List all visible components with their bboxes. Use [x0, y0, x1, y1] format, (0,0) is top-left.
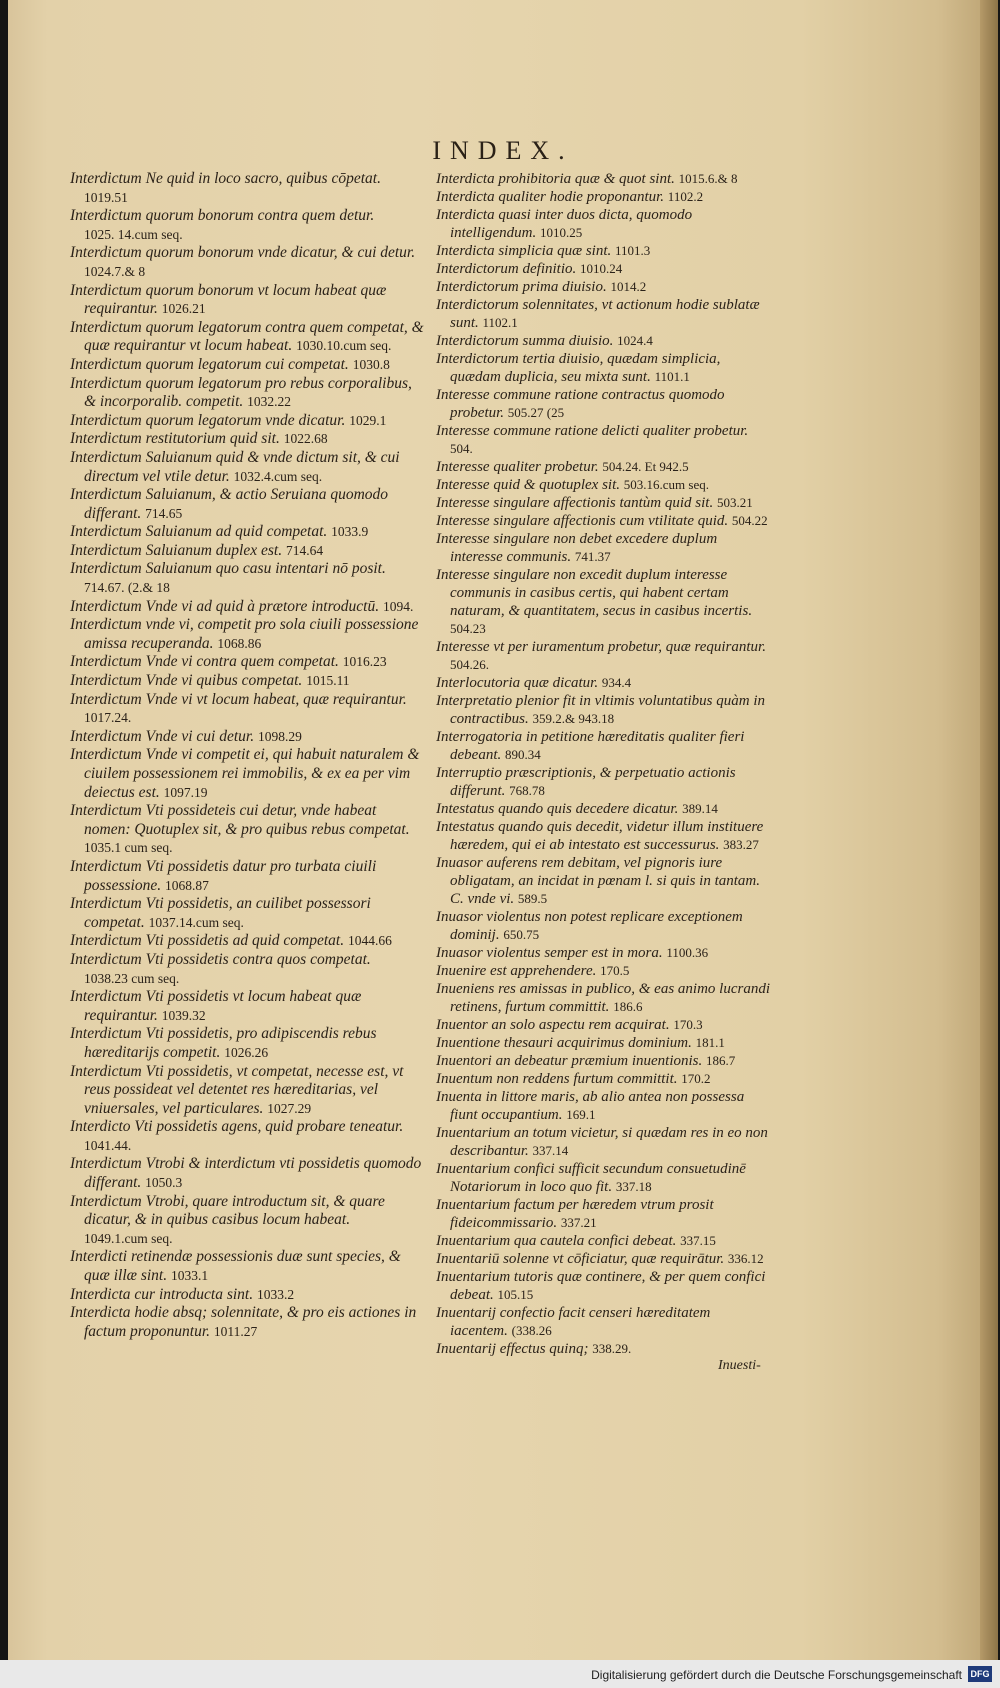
index-entry: [436, 1250, 772, 1268]
index-entry: [70, 244, 426, 281]
entry-text: Inuentarium factum per hæredem vtrum prosit fideicommissario.: [436, 1197, 714, 1231]
index-entry: [436, 1196, 772, 1232]
entry-text: Interdictum vnde vi, competit pro sola ciuili possessione amissa recuperanda.: [70, 616, 419, 652]
entry-reference: 105.15: [497, 1287, 534, 1302]
index-entry: [436, 278, 772, 296]
entry-reference: 170.5: [600, 963, 630, 978]
index-entry: [436, 1340, 772, 1358]
entry-text: Interdicto Vti possidetis agens, quid probare teneatur.: [70, 1118, 404, 1136]
index-entry: [436, 1160, 772, 1196]
entry-text: Interdicta simplicia quæ sint.: [436, 243, 612, 259]
entry-reference: 503.16.cum seq.: [623, 477, 709, 492]
entry-text: Interdictum Vtrobi, quare introductum sit, & quare dicatur, & in quibus casibus locum habeat.: [70, 1192, 385, 1229]
entry-text: Intestatus quando quis decedere dicatur.: [436, 801, 679, 817]
index-entry: [436, 296, 772, 332]
entry-reference: 1049.1.cum seq.: [84, 1230, 173, 1246]
index-entry: [436, 422, 772, 458]
entry-reference: 170.2: [681, 1071, 711, 1086]
entry-text: Interdictum Vti possidetis contra quos competat.: [70, 950, 371, 968]
index-entry: [436, 170, 772, 188]
entry-reference: 1022.68: [283, 431, 328, 447]
entry-text: Interdictum quorum bonorum vnde dicatur, & cui detur.: [70, 244, 416, 262]
index-entry: [70, 1118, 426, 1155]
entry-text: Interesse commune ratione contractus quomodo probetur.: [436, 387, 725, 421]
index-entry: [436, 260, 772, 278]
entry-text: Interdicta qualiter hodie proponantur.: [436, 189, 665, 205]
entry-reference: 336.12: [727, 1251, 764, 1266]
index-entry: [70, 282, 426, 319]
entry-reference: 1102.1: [482, 315, 518, 330]
index-entry: [70, 412, 426, 431]
entry-reference: 1010.25: [540, 225, 583, 240]
entry-text: Interdictum Vtrobi & interdictum vti possidetis quomodo differant.: [70, 1155, 422, 1192]
index-entry: [436, 1016, 772, 1034]
entry-reference: 359.2.& 943.18: [532, 711, 615, 726]
catchword: Inuesti-: [718, 1358, 761, 1373]
entry-reference: 338.29.: [592, 1341, 632, 1356]
entry-reference: 1050.3: [145, 1175, 183, 1191]
entry-reference: 503.21: [716, 495, 753, 510]
entry-text: Inuentarium tutoris quæ continere, & per quem confici debeat.: [436, 1269, 766, 1303]
footer-credit: Digitalisierung gefördert durch die Deutsche Forschungsgemeinschaft: [591, 1668, 962, 1682]
entry-reference: 589.5: [517, 891, 548, 906]
entry-reference: 890.34: [504, 747, 541, 762]
index-entry: [70, 1304, 426, 1341]
index-entry: [436, 332, 772, 350]
index-entry: [436, 818, 772, 854]
entry-text: Intestatus quando quis decedit, videtur illum instituere hæredem, qui ei ab intestato est successurus.: [436, 819, 764, 853]
entry-text: Inuentarium qua cautela confici debeat.: [436, 1233, 677, 1249]
index-entry: [70, 430, 426, 449]
index-entry: [436, 1052, 772, 1070]
entry-reference: 504.22: [731, 513, 768, 528]
entry-text: Interdictum Saluianum ad quid competat.: [70, 523, 328, 541]
entry-text: Interlocutoria quæ dicatur.: [436, 675, 599, 691]
index-entry: [436, 386, 772, 422]
entry-text: Interdictum Saluianum quid & vnde dictum sit, & cui directum vel vtile detur.: [70, 448, 400, 485]
entry-text: Interdictorum definitio.: [436, 261, 577, 277]
entry-reference: 1029.1: [349, 412, 387, 428]
entry-text: Interdicti retinendæ possessionis duæ sunt species, & quæ illæ sint.: [70, 1248, 401, 1285]
index-entry: [70, 1025, 426, 1062]
entry-reference: 1041.44.: [84, 1137, 132, 1153]
entry-reference: 337.21: [560, 1215, 597, 1230]
entry-reference: 1016.23: [342, 654, 387, 670]
index-entry: [70, 486, 426, 523]
index-entry: [70, 932, 426, 951]
entry-reference: 504.24. Et 942.5: [602, 459, 689, 474]
entry-reference: 1030.8: [352, 356, 390, 372]
entry-reference: 1033.9: [331, 524, 369, 540]
index-entry: [70, 560, 426, 597]
page-header: INDEX.: [432, 136, 574, 165]
entry-reference: 1024.4: [617, 333, 653, 348]
entry-text: Inuentariū solenne vt cōficiatur, quæ requirātur.: [436, 1251, 725, 1267]
entry-text: Inuasor auferens rem debitam, vel pignoris iure obligatam, an incidat in pœnam l. si quis in tantam. C. vnde vi.: [436, 855, 761, 907]
entry-text: Inuentione thesauri acquirimus dominium.: [436, 1035, 692, 1051]
index-entry: [436, 1304, 772, 1340]
index-entry: [436, 1268, 772, 1304]
entry-reference: (338.26: [511, 1323, 552, 1338]
footer-bar: [0, 1660, 1000, 1688]
entry-text: Interesse singulare non excedit duplum interesse communis in casibus certis, qui habent certam naturam, & quantitatem, secus in casibus incertis.: [436, 567, 753, 619]
entry-text: Interdictum Vti possidetis, vt competat, necesse est, vt reus possideat vel detentet res hæreditarias, vel vniuersales, vel particulares.: [70, 1062, 404, 1117]
entry-text: Interdictum quorum legatorum contra quem competat, & quæ requirantur vt locum habeat.: [70, 318, 424, 355]
entry-text: Interdictum quorum bonorum contra quem detur.: [70, 207, 375, 225]
index-entry: [70, 951, 426, 988]
entry-reference: 714.64: [285, 542, 324, 558]
entry-text: Inuasor violentus non potest replicare exceptionem dominij.: [436, 909, 743, 943]
entry-reference: 1068.87: [164, 877, 209, 893]
entry-reference: 1014.2: [610, 279, 647, 294]
entry-text: Interesse singulare affectionis cum vtilitate quid.: [436, 513, 729, 529]
index-entry: [436, 908, 772, 944]
index-entry: [70, 653, 426, 672]
entry-text: Interdictum quorum legatorum pro rebus corporalibus, & incorporalib. competit.: [70, 374, 412, 411]
entry-text: Interdictum Vnde vi vt locum habeat, quæ requirantur.: [70, 690, 407, 708]
index-entry: [436, 980, 772, 1016]
entry-reference: 1039.32: [161, 1007, 206, 1023]
entry-reference: 1033.1: [171, 1268, 209, 1284]
entry-reference: 1015.6.& 8: [678, 171, 738, 186]
entry-reference: 1032.22: [247, 394, 292, 410]
entry-text: Interdictum Saluianum, & actio Seruiana quomodo differant.: [70, 486, 389, 522]
entry-text: Interdictum Saluianum quo casu intentari nō posit.: [70, 560, 386, 578]
index-entry: [436, 458, 772, 476]
entry-reference: 1100.36: [666, 945, 709, 960]
entry-reference: 1032.4.cum seq.: [233, 468, 323, 484]
entry-text: Interdicta prohibitoria quæ & quot sint.: [436, 171, 675, 187]
entry-reference: 337.14: [532, 1143, 569, 1158]
entry-text: Interdictum Vnde vi contra quem competat.: [70, 653, 339, 671]
index-entry: [70, 375, 426, 412]
entry-text: Interesse singulare affectionis tantùm quid sit.: [436, 495, 714, 511]
entry-text: Interdictorum solennitates, vt actionum hodie sublatæ sunt.: [436, 297, 760, 331]
index-entry: [70, 449, 426, 486]
entry-text: Inuentor an solo aspectu rem acquirat.: [436, 1017, 670, 1033]
entry-text: Inuentarium confici sufficit secundum consuetudinē Notariorum in loco quo fit.: [436, 1161, 746, 1195]
entry-reference: 1097.19: [163, 784, 208, 800]
entry-reference: 504.23: [450, 621, 486, 636]
index-entry: [70, 170, 426, 207]
index-entry: [436, 530, 772, 566]
index-entry: [70, 691, 426, 728]
entry-reference: 1037.14.cum seq.: [148, 914, 244, 930]
entry-text: Inuentori an debeatur præmium inuentionis.: [436, 1053, 703, 1069]
entry-reference: 1010.24: [580, 261, 623, 276]
entry-reference: 186.6: [613, 999, 643, 1014]
entry-text: Interdictum quorum bonorum vt locum habeat quæ requirantur.: [70, 281, 387, 318]
index-entry: [70, 746, 426, 802]
index-entry: [70, 895, 426, 932]
index-entry: [436, 1070, 772, 1088]
entry-reference: 1030.10.cum seq.: [296, 338, 392, 354]
entry-text: Interdictorum summa diuisio.: [436, 333, 614, 349]
entry-reference: 1102.2: [667, 189, 704, 204]
index-entry: [70, 1063, 426, 1119]
entry-text: Interdictum Vti possidetis ad quid competat.: [70, 932, 345, 950]
entry-text: Interdictum Vti possidetis, an cuilibet possessori competat.: [70, 895, 371, 931]
index-entry: [436, 206, 772, 242]
index-entry: [70, 728, 426, 747]
entry-reference: 1026.21: [161, 301, 206, 317]
entry-text: Interdictum Saluianum duplex est.: [70, 541, 283, 559]
entry-reference: 1025. 14.cum seq.: [84, 226, 183, 242]
entry-text: Interdictum restitutorium quid sit.: [70, 430, 280, 448]
entry-text: Interdictum Vti possidetis, pro adipiscendis rebus hæreditarijs competit.: [70, 1025, 377, 1061]
entry-text: Interesse commune ratione delicti qualiter probetur.: [436, 423, 749, 439]
entry-text: Interdictum Vti possidetis datur pro turbata ciuili possessione.: [70, 857, 377, 894]
entry-text: Interdicta quasi inter duos dicta, quomodo intelligendum.: [436, 207, 693, 241]
entry-reference: 1044.66: [347, 933, 392, 949]
entry-text: Interdictum Vnde vi cui detur.: [70, 727, 255, 745]
entry-text: Interdictum Vti possideteis cui detur, vnde habeat nomen: Quotuplex sit, & pro quibus rebus competat.: [70, 802, 410, 838]
entry-text: Interesse singulare non debet excedere duplum interesse communis.: [436, 531, 718, 565]
index-entry: [436, 1034, 772, 1052]
entry-text: Interdictum quorum legatorum vnde dicatur.: [70, 411, 346, 429]
entry-text: Inuentarij confectio facit censeri hæreditatem iacentem.: [436, 1305, 711, 1339]
entry-text: Inuasor violentus semper est in mora.: [436, 945, 663, 961]
index-entry: [436, 476, 772, 494]
index-entry: [436, 674, 772, 692]
entry-reference: 1098.29: [257, 728, 302, 744]
index-entry: [70, 319, 426, 356]
index-entry: [70, 207, 426, 244]
entry-text: Interdicta hodie absq; solennitate, & pro eis actiones in factum proponuntur.: [70, 1304, 417, 1340]
entry-text: Interdictum Vnde vi ad quid à prætore introductū.: [70, 597, 380, 615]
entry-reference: 504.26.: [450, 657, 489, 672]
entry-text: Interdictum Vnde vi competit ei, qui habuit naturalem & ciuilem possessionem rei immobilis, & ex ea per vim deiectus est.: [70, 746, 420, 801]
entry-text: Interruptio præscriptionis, & perpetuatio actionis differunt.: [436, 765, 736, 799]
entry-reference: 1011.27: [213, 1323, 258, 1339]
index-entry: [70, 598, 426, 617]
index-entry: [70, 858, 426, 895]
entry-reference: 768.78: [509, 783, 545, 798]
index-entry: [436, 944, 772, 962]
entry-reference: 389.14: [682, 801, 718, 816]
index-entry: [70, 1248, 426, 1285]
entry-reference: 1024.7.& 8: [84, 263, 146, 279]
entry-text: Inueniens res amissas in publico, & eas animo lucrandi retinens, furtum committit.: [436, 981, 771, 1015]
index-entry: [70, 356, 426, 375]
index-entry: [436, 1232, 772, 1250]
entry-reference: 741.37: [574, 549, 611, 564]
entry-reference: 337.18: [615, 1179, 652, 1194]
entry-reference: 1026.26: [224, 1044, 269, 1060]
entry-text: Interesse quid & quotuplex sit.: [436, 477, 620, 493]
index-entry: [436, 512, 772, 530]
entry-reference: 1038.23 cum seq.: [84, 970, 180, 986]
index-entry: [436, 1088, 772, 1124]
index-entry: [436, 188, 772, 206]
entry-reference: 337.15: [680, 1233, 716, 1248]
index-entry: [70, 523, 426, 542]
entry-reference: 169.1: [566, 1107, 596, 1122]
entry-text: Interdictum Ne quid in loco sacro, quibus cōpetat.: [70, 170, 381, 187]
index-entry: [436, 1124, 772, 1160]
entry-text: Inuenire est apprehendere.: [436, 963, 597, 979]
entry-reference: 1035.1 cum seq.: [84, 840, 173, 856]
entry-reference: 1094.: [382, 598, 414, 614]
entry-reference: 714.67. (2.& 18: [84, 580, 170, 596]
entry-reference: 383.27: [723, 837, 759, 852]
entry-reference: 1017.24.: [84, 710, 132, 726]
entry-reference: 650.75: [503, 927, 540, 942]
index-entry: [436, 494, 772, 512]
index-entry: [436, 692, 772, 728]
entry-reference: 1101.1: [654, 369, 690, 384]
index-entry: [436, 350, 772, 386]
entry-reference: 934.4: [601, 675, 632, 690]
entry-text: Interpretatio plenior fit in vltimis voluntatibus quàm in contractibus.: [436, 693, 766, 727]
index-entry: [436, 638, 772, 674]
entry-reference: 1068.86: [217, 635, 262, 651]
entry-reference: 1101.3: [615, 243, 651, 258]
entry-reference: 504.: [450, 441, 473, 456]
entry-text: Interrogatoria in petitione hæreditatis qualiter fieri debeant.: [436, 729, 745, 763]
entry-reference: 1033.2: [256, 1286, 295, 1302]
index-entry: [70, 1155, 426, 1192]
entry-text: Inuenta in littore maris, ab alio antea non possessa fiunt occupantium.: [436, 1089, 745, 1123]
entry-reference: 1027.29: [267, 1100, 312, 1116]
index-entry: [70, 542, 426, 561]
entry-text: Inuentum non reddens furtum committit.: [436, 1071, 678, 1087]
entry-reference: 1019.51: [84, 189, 128, 205]
index-entry: [436, 854, 772, 908]
entry-text: Interesse vt per iuramentum probetur, quæ requirantur.: [436, 639, 766, 655]
entry-text: Inuentarij effectus quinq;: [436, 1341, 589, 1357]
index-entry: [436, 800, 772, 818]
index-entry: [70, 616, 426, 653]
index-entry: [436, 962, 772, 980]
book-page: [8, 0, 998, 1688]
index-entry: [70, 802, 426, 858]
entry-reference: 505.27 (25: [507, 405, 565, 420]
index-entry: [436, 728, 772, 764]
index-entry: [70, 1193, 426, 1249]
entry-reference: 186.7: [706, 1053, 736, 1068]
left-column: [70, 170, 426, 1341]
entry-text: Interesse qualiter probetur.: [436, 459, 599, 475]
entry-reference: 714.65: [145, 505, 183, 521]
index-entry: [436, 242, 772, 260]
entry-text: Interdictum Vnde vi quibus competat.: [70, 672, 303, 690]
entry-text: Interdicta cur introducta sint.: [70, 1285, 254, 1303]
entry-text: Inuentarium an totum vicietur, si quædam res in eo non describantur.: [436, 1125, 768, 1159]
index-entry: [436, 764, 772, 800]
entry-text: Interdictorum prima diuisio.: [436, 279, 607, 295]
index-entry: [436, 566, 772, 638]
entry-reference: 170.3: [673, 1017, 703, 1032]
index-entry: [70, 988, 426, 1025]
page-edge: [980, 0, 998, 1660]
entry-text: Interdictorum tertia diuisio, quædam simplicia, quædam duplicia, seu mixta sunt.: [436, 351, 721, 385]
dfg-logo: DFG: [968, 1666, 992, 1682]
entry-text: Interdictum Vti possidetis vt locum habeat quæ requirantur.: [70, 988, 362, 1024]
entry-text: Interdictum quorum legatorum cui competat.: [70, 355, 349, 373]
entry-reference: 181.1: [695, 1035, 725, 1050]
entry-reference: 1015.11: [306, 673, 350, 689]
index-entry: [70, 672, 426, 691]
right-column: [436, 170, 772, 1358]
index-entry: [70, 1286, 426, 1305]
